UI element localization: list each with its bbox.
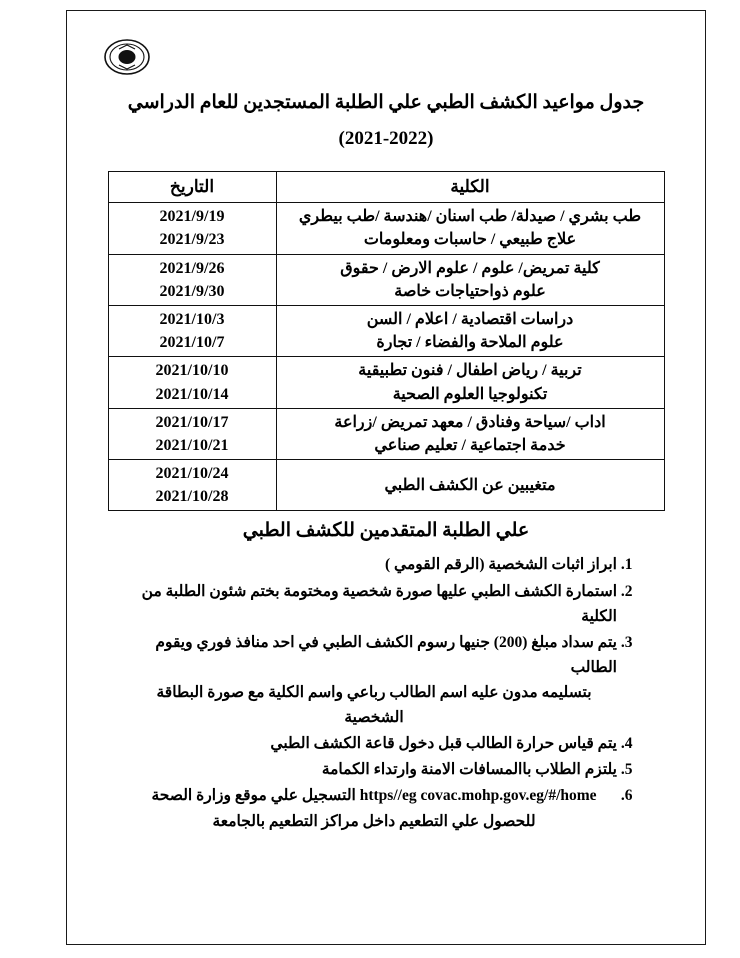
column-header-date: التاريخ bbox=[108, 172, 276, 203]
note-subtext: بتسليمه مدون عليه اسم الطالب رباعي واسم الكلية مع صورة البطاقة الشخصية bbox=[156, 683, 592, 727]
college-line-2: خدمة اجتماعية / تعليم صناعي bbox=[374, 436, 566, 454]
college-line-1: طب بشري / صيدلة/ طب اسنان /هندسة /طب بيطري bbox=[298, 208, 642, 226]
date-1: 2021/9/26 bbox=[159, 259, 225, 277]
college-line-2: علاج طبيعي / حاسبات ومعلومات bbox=[363, 231, 577, 249]
list-item bbox=[131, 579, 617, 629]
list-item bbox=[131, 552, 617, 577]
medical-exam-schedule-table bbox=[108, 171, 665, 511]
date-2: 2021/10/21 bbox=[155, 436, 229, 454]
vaccination-registration-link[interactable]: https//eg covac.mohp.gov.eg/#/home bbox=[359, 787, 597, 805]
date-1: 2021/9/19 bbox=[159, 208, 225, 226]
document-page bbox=[66, 10, 706, 945]
cell-date bbox=[108, 203, 276, 254]
cell-college bbox=[276, 408, 664, 459]
university-seal-icon bbox=[97, 37, 153, 79]
note-subtext: للحصول علي التطعيم داخل مراكز التطعيم بالجامعة bbox=[212, 812, 536, 830]
title-line-1: جدول مواعيد الكشف الطبي علي الطلبة المستجدين للعام الدراسي bbox=[127, 92, 645, 113]
college-line-1: دراسات اقتصادية / اعلام / السن bbox=[366, 310, 574, 328]
date-2: 2021/10/28 bbox=[155, 488, 229, 506]
college-line-1: اداب /سياحة وفنادق / معهد تمريض /زراعة bbox=[334, 413, 606, 431]
date-2: 2021/10/14 bbox=[155, 385, 229, 403]
column-header-college: الكلية bbox=[276, 172, 664, 203]
table-row bbox=[108, 305, 664, 356]
college-line-1: كلية تمريض/ علوم / علوم الارض / حقوق bbox=[340, 259, 600, 277]
cell-college bbox=[276, 254, 664, 305]
note-text: يتم قياس حرارة الطالب قبل دخول قاعة الكشف الطبي bbox=[270, 735, 617, 753]
cell-college bbox=[276, 305, 664, 356]
table-header-row bbox=[108, 172, 664, 203]
date-1: 2021/10/24 bbox=[155, 465, 229, 483]
table-row bbox=[108, 203, 664, 254]
table-row bbox=[108, 357, 664, 408]
date-2: 2021/9/23 bbox=[159, 231, 225, 249]
note-text: يتم سداد مبلغ (200) جنيها رسوم الكشف الطبي في احد منافذ فوري ويقوم الطالب bbox=[155, 633, 617, 676]
college-line-1: متغيبين عن الكشف الطبي bbox=[384, 476, 556, 494]
date-2: 2021/9/30 bbox=[159, 282, 225, 300]
instructions-list bbox=[131, 552, 637, 833]
cell-college bbox=[276, 460, 664, 511]
cell-college bbox=[276, 357, 664, 408]
document-sheet bbox=[67, 11, 705, 944]
document-title bbox=[91, 85, 681, 157]
cell-date bbox=[108, 305, 276, 356]
seal-svg bbox=[101, 37, 153, 77]
cell-college bbox=[276, 203, 664, 254]
cell-date bbox=[108, 357, 276, 408]
cell-date bbox=[108, 254, 276, 305]
date-1: 2021/10/17 bbox=[155, 413, 229, 431]
list-item bbox=[131, 731, 617, 756]
title-line-2: (2021-2022) bbox=[338, 128, 434, 150]
note-text: التسجيل علي موقع وزارة الصحة bbox=[151, 787, 356, 805]
date-2: 2021/10/7 bbox=[159, 334, 225, 352]
note-text: يلتزم الطلاب باالمسافات الامنة وارتداء الكمامة bbox=[321, 761, 617, 779]
notes-subheading: علي الطلبة المتقدمين للكشف الطبي bbox=[242, 520, 530, 542]
list-item bbox=[131, 757, 617, 782]
college-line-1: تربية / رياض اطفال / فنون تطبيقية bbox=[358, 362, 582, 380]
cell-date bbox=[108, 408, 276, 459]
table-row bbox=[108, 408, 664, 459]
note-text: ابراز اثبات الشخصية (الرقم القومي ) bbox=[385, 556, 617, 574]
cell-date bbox=[108, 460, 276, 511]
table-row bbox=[108, 460, 664, 511]
college-line-2: تكنولوجيا العلوم الصحية bbox=[392, 385, 548, 403]
note-line-with-url bbox=[131, 783, 617, 808]
college-line-2: علوم ذواحتياجات خاصة bbox=[394, 282, 546, 300]
date-1: 2021/10/10 bbox=[155, 362, 229, 380]
list-item bbox=[131, 630, 617, 730]
note-text: استمارة الكشف الطبي عليها صورة شخصية ومختومة بختم شئون الطلبة من الكلية bbox=[141, 582, 617, 625]
date-1: 2021/10/3 bbox=[159, 310, 225, 328]
college-line-2: علوم الملاحة والفضاء / تجارة bbox=[376, 334, 564, 352]
list-item bbox=[131, 783, 617, 833]
table-row bbox=[108, 254, 664, 305]
